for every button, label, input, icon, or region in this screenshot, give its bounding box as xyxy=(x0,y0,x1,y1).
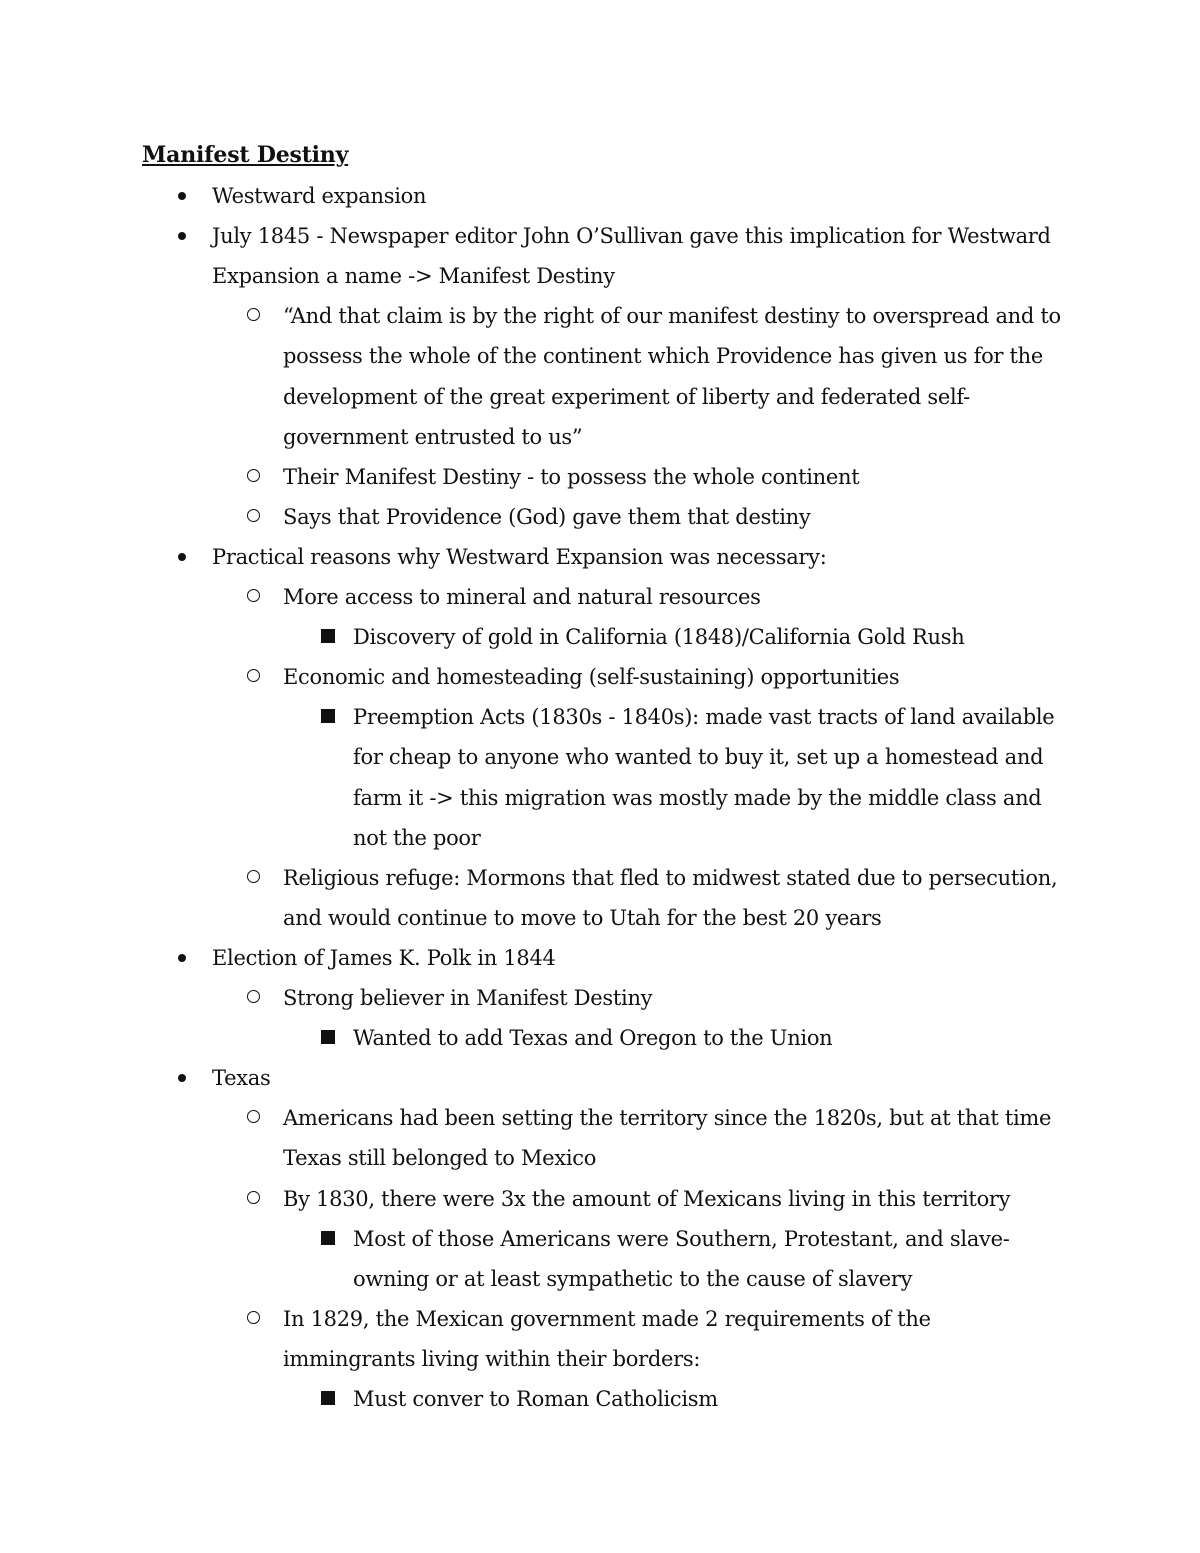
outline-line xyxy=(283,577,761,617)
outline-line-text: Wanted to add Texas and Oregon to the Union xyxy=(353,1026,833,1051)
outline-line-text: Election of James K. Polk in 1844 xyxy=(212,945,556,970)
outline-line-text: farm it -> this migration was mostly made by the middle class and xyxy=(353,785,1042,810)
disc-bullet-icon xyxy=(178,232,186,240)
outline-line xyxy=(353,1259,912,1299)
outline-line-text: More access to mineral and natural resources xyxy=(283,585,761,609)
outline-line xyxy=(353,1219,1010,1259)
document-title: Manifest Destiny xyxy=(142,142,349,168)
outline-line-text: Strong believer in Manifest Destiny xyxy=(283,986,653,1010)
outline-line-text: not the poor xyxy=(353,825,481,850)
outline-line xyxy=(353,617,964,657)
circle-bullet-icon xyxy=(247,308,260,321)
outline-line xyxy=(212,176,426,216)
outline-line xyxy=(283,377,970,417)
square-bullet-icon xyxy=(321,709,335,723)
outline-line xyxy=(283,898,881,938)
outline-line xyxy=(283,457,859,497)
disc-bullet-icon xyxy=(178,553,186,561)
outline-line xyxy=(283,1179,1010,1219)
disc-bullet-icon xyxy=(178,192,186,200)
outline-line-text: Expansion a name -> Manifest Destiny xyxy=(212,264,615,289)
outline-line-text: owning or at least sympathetic to the cause of slavery xyxy=(353,1266,913,1291)
outline-line xyxy=(283,1339,700,1379)
square-bullet-icon xyxy=(321,1231,335,1245)
outline-line-text: Economic and homesteading (self-sustaining) opportunities xyxy=(283,665,900,690)
outline-line-text: Says that Providence (God) gave them that destiny xyxy=(283,504,811,529)
outline-line-text: Practical reasons why Westward Expansion was necessary: xyxy=(212,544,827,569)
outline-line-text: for cheap to anyone who wanted to buy it, set up a homestead and xyxy=(353,745,1044,770)
square-bullet-icon xyxy=(321,1391,335,1405)
outline-line xyxy=(283,1299,931,1339)
outline-line xyxy=(283,858,1057,898)
square-bullet-icon xyxy=(321,629,335,643)
outline-line-text: In 1829, the Mexican government made 2 requirements of the xyxy=(283,1306,931,1331)
circle-bullet-icon xyxy=(247,1311,260,1324)
circle-bullet-icon xyxy=(247,589,260,602)
outline-line-text: Americans had been setting the territory since the 1820s, but at that time xyxy=(283,1106,1052,1131)
outline-line xyxy=(353,697,1054,737)
outline-line xyxy=(212,938,556,978)
disc-bullet-icon xyxy=(178,954,186,962)
outline-line xyxy=(353,1379,718,1419)
outline-line xyxy=(283,1098,1051,1138)
circle-bullet-icon xyxy=(247,1191,260,1204)
circle-bullet-icon xyxy=(247,1110,260,1123)
outline-line-text: Must conver to Roman Catholicism xyxy=(353,1387,718,1411)
outline-line xyxy=(353,1018,832,1058)
outline-line xyxy=(283,336,1043,376)
outline-line-text: Most of those Americans were Southern, Protestant, and slave- xyxy=(353,1226,1010,1251)
outline-line xyxy=(212,537,827,577)
square-bullet-icon xyxy=(321,1030,335,1044)
outline-line-text: Texas xyxy=(212,1066,271,1091)
outline-line xyxy=(283,417,582,457)
circle-bullet-icon xyxy=(247,509,260,522)
outline-line xyxy=(353,818,481,858)
outline-line xyxy=(353,778,1041,818)
circle-bullet-icon xyxy=(247,870,260,883)
outline-line xyxy=(283,978,652,1018)
outline-line-text: Westward expansion xyxy=(212,184,427,208)
outline-line xyxy=(353,737,1043,777)
outline-line-text: development of the great experiment of liberty and federated self- xyxy=(283,384,970,409)
disc-bullet-icon xyxy=(178,1074,186,1082)
outline-line-text: By 1830, there were 3x the amount of Mexicans living in this territory xyxy=(283,1186,1011,1211)
circle-bullet-icon xyxy=(247,990,260,1003)
outline-line-text: Texas still belonged to Mexico xyxy=(283,1146,597,1171)
outline-line xyxy=(283,497,810,537)
outline-line-text: Their Manifest Destiny - to possess the whole continent xyxy=(283,464,860,489)
outline-line-text: immingrants living within their borders: xyxy=(283,1346,701,1371)
outline-line xyxy=(212,216,1051,256)
outline-line xyxy=(283,296,1061,336)
outline-line-text: and would continue to move to Utah for the best 20 years xyxy=(283,905,882,930)
outline-line-text: government entrusted to us” xyxy=(283,424,583,449)
outline-line-text: Discovery of gold in California (1848)/California Gold Rush xyxy=(353,625,965,650)
outline-line-text: Religious refuge: Mormons that fled to midwest stated due to persecution, xyxy=(283,865,1058,890)
outline-line xyxy=(212,256,615,296)
outline-line xyxy=(283,1138,596,1178)
circle-bullet-icon xyxy=(247,669,260,682)
outline-line-text: July 1845 - Newspaper editor John O’Sullivan gave this implication for Westward xyxy=(212,224,1051,249)
circle-bullet-icon xyxy=(247,469,260,482)
outline-line-text: possess the whole of the continent which Providence has given us for the xyxy=(283,344,1044,369)
outline-line-text: “And that claim is by the right of our manifest destiny to overspread and to xyxy=(283,304,1061,329)
outline-line xyxy=(283,657,899,697)
outline-line-text: Preemption Acts (1830s - 1840s): made vast tracts of land available xyxy=(353,705,1055,730)
outline-line xyxy=(212,1058,270,1098)
